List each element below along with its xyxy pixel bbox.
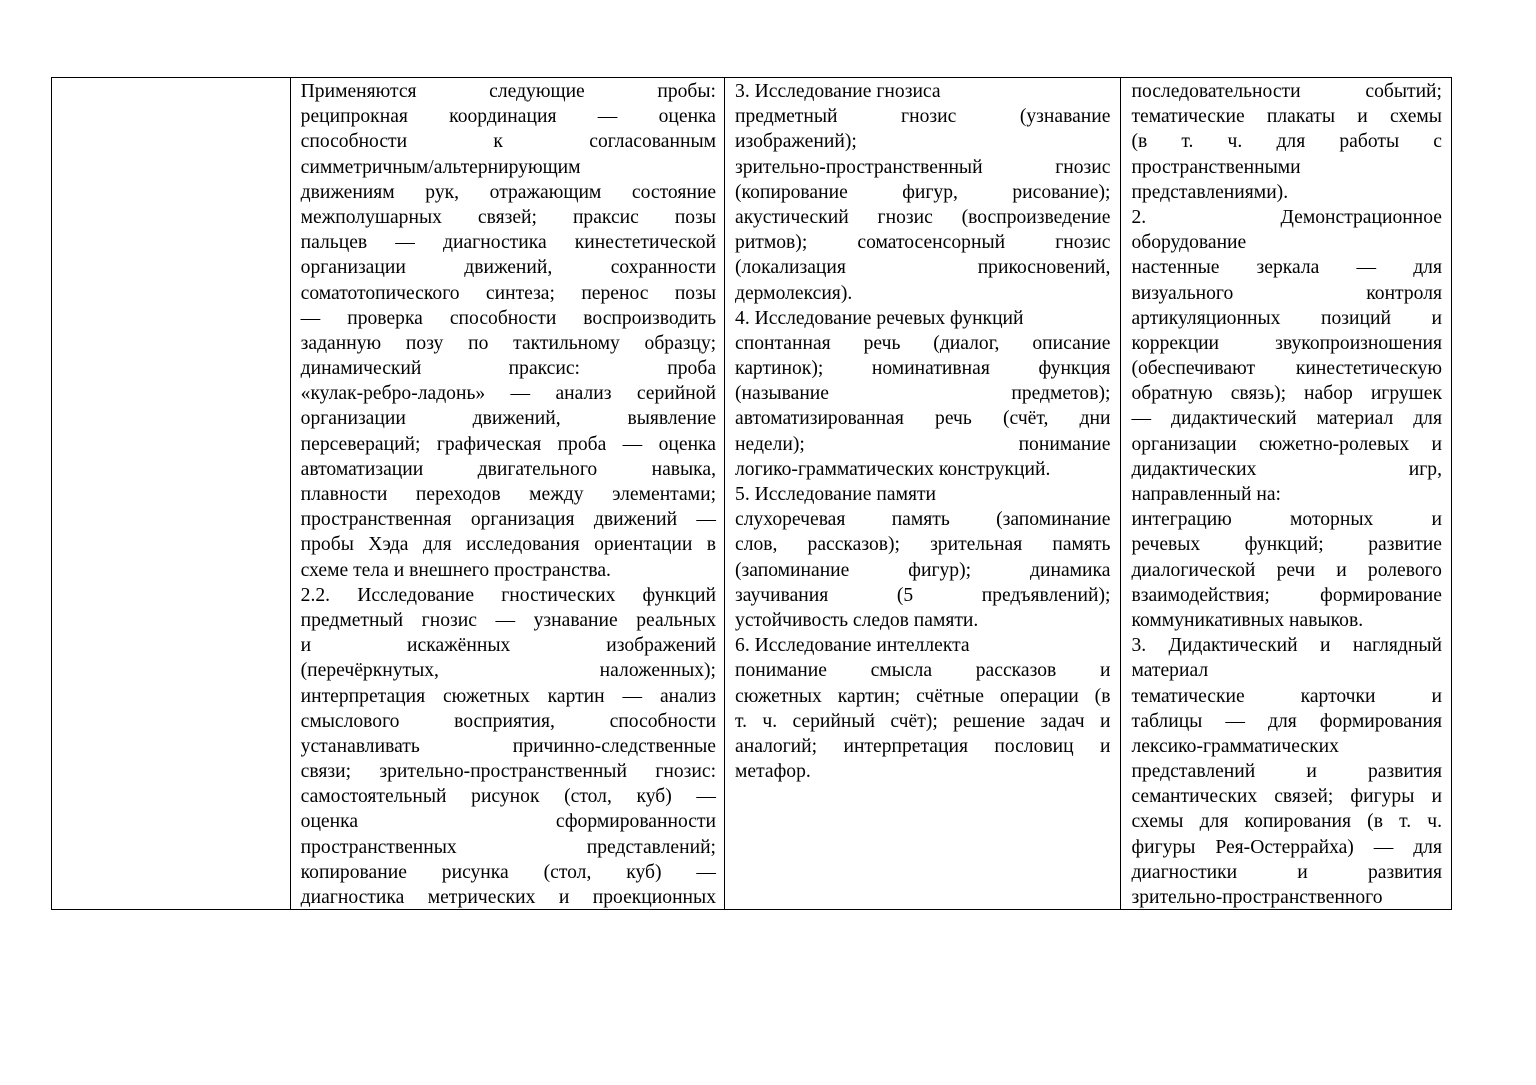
text-line: «кулак-ребро-ладонь» — анализ серийной bbox=[300, 383, 717, 405]
text-line: межполушарных связей; праксис позы bbox=[300, 206, 717, 228]
text-line: т. ч. серийный счёт); решение задач и bbox=[735, 710, 1111, 732]
text-line: заучивания (5 предъявлений); bbox=[735, 584, 1111, 606]
text-line: лексико-грамматических bbox=[1131, 735, 1339, 757]
text-line: пространственных представлений; bbox=[300, 836, 717, 858]
text-line: направленный на: bbox=[1131, 484, 1281, 505]
text-line: диагностики и развития bbox=[1131, 861, 1442, 883]
text-line: автоматизации двигательного навыка, bbox=[300, 458, 717, 480]
text-line: коммуникативных навыков. bbox=[1131, 609, 1364, 631]
text-line: спонтанная речь (диалог, описание bbox=[735, 332, 1111, 354]
text-line: понимание смысла рассказов и bbox=[735, 660, 1111, 682]
text-line: автоматизированная речь (счёт, дни bbox=[735, 408, 1111, 430]
text-line: диалогической речи и ролевого bbox=[1131, 559, 1442, 581]
text-line: речевых функций; развитие bbox=[1131, 534, 1442, 556]
text-line: самостоятельный рисунок (стол, куб) — bbox=[300, 786, 717, 808]
text-line: устанавливать причинно-следственные bbox=[300, 735, 717, 757]
text-line: тематические карточки и bbox=[1131, 685, 1442, 707]
text-line: пробы Хэда для исследования ориентации в bbox=[300, 534, 717, 556]
text-line: взаимодействия; формирование bbox=[1131, 584, 1442, 606]
text-line: предметный гнозис — узнавание реальных bbox=[300, 609, 717, 631]
text-line: последовательности событий; bbox=[1131, 81, 1442, 102]
text-line: 4. Исследование речевых функций bbox=[735, 307, 1024, 329]
text-line: представлениями). bbox=[1131, 181, 1289, 203]
text-line: соматотопического синтеза; перенос позы bbox=[300, 282, 717, 304]
text-line: (локализация прикосновений, bbox=[735, 257, 1111, 279]
text-line: (называние предметов); bbox=[735, 383, 1111, 405]
text-line: картинок); номинативная функция bbox=[735, 358, 1111, 380]
text-line: метафор. bbox=[735, 761, 811, 783]
table-cell-examination-sections bbox=[724, 78, 1120, 909]
text-line: 3. Исследование гнозиса bbox=[735, 81, 941, 102]
text-line: артикуляционных позиций и bbox=[1131, 307, 1442, 329]
text-line: интеграцию моторных и bbox=[1131, 509, 1442, 531]
text-line: 6. Исследование интеллекта bbox=[735, 635, 970, 657]
text-line: и искажённых изображений bbox=[300, 635, 717, 657]
text-line: схемы для копирования (в т. ч. bbox=[1131, 811, 1442, 833]
text-line: динамический праксис: проба bbox=[300, 358, 717, 380]
text-line: симметричным/альтернирующим bbox=[300, 156, 581, 178]
text-line: схеме тела и внешнего пространства. bbox=[300, 559, 611, 581]
text-line: недели); понимание bbox=[735, 433, 1111, 455]
text-line: дермолексия). bbox=[735, 282, 853, 304]
text-line: смыслового восприятия, способности bbox=[300, 710, 717, 732]
text-line: организации сюжетно-ролевых и bbox=[1131, 433, 1442, 455]
text-line: (запоминание фигур); динамика bbox=[735, 559, 1111, 581]
text-line: (перечёркнутых, наложенных); bbox=[300, 660, 717, 682]
text-line: диагностика метрических и проекционных bbox=[300, 887, 717, 908]
text-line: копирование рисунка (стол, куб) — bbox=[300, 861, 717, 883]
text-line: организации движений, выявление bbox=[300, 408, 717, 430]
text-line: логико-грамматических конструкций. bbox=[735, 458, 1051, 480]
text-line: фигуры Рея-Остеррайха) — для bbox=[1131, 836, 1442, 858]
table-cell-equipment bbox=[1120, 78, 1451, 909]
text-line: 3. Дидактический и наглядный bbox=[1131, 635, 1442, 657]
text-line: представлений и развития bbox=[1131, 761, 1442, 783]
text-line: визуального контроля bbox=[1131, 282, 1442, 304]
text-line: устойчивость следов памяти. bbox=[735, 609, 979, 631]
table-cell-praxis-gnosis-tests bbox=[290, 78, 724, 909]
text-line: 5. Исследование памяти bbox=[735, 484, 937, 505]
text-line: обратную связь); набор игрушек bbox=[1131, 383, 1442, 405]
text-line: — проверка способности воспроизводить bbox=[300, 307, 717, 329]
text-line: материал bbox=[1131, 660, 1209, 682]
text-line: зрительно-пространственный гнозис bbox=[735, 156, 1111, 178]
text-line: дидактических игр, bbox=[1131, 458, 1442, 480]
text-line: пространственная организация движений — bbox=[300, 509, 717, 531]
text-line: изображений); bbox=[735, 131, 857, 153]
text-line: интерпретация сюжетных картин — анализ bbox=[300, 685, 717, 707]
text-line: — дидактический материал для bbox=[1131, 408, 1442, 430]
text-line: реципрокная координация — оценка bbox=[300, 106, 717, 128]
text-line: способности к согласованным bbox=[300, 131, 717, 153]
text-line: оценка сформированности bbox=[300, 811, 717, 833]
text-line: слов, рассказов); зрительная память bbox=[735, 534, 1111, 556]
text-line: аналогий; интерпретация пословиц и bbox=[735, 735, 1111, 757]
text-line: Применяются следующие пробы: bbox=[300, 81, 717, 102]
text-line: семантических связей; фигуры и bbox=[1131, 786, 1442, 808]
text-line: 2. Демонстрационное bbox=[1131, 206, 1442, 228]
text-line: заданную позу по тактильному образцу; bbox=[300, 332, 717, 354]
text-line: (копирование фигур, рисование); bbox=[735, 181, 1111, 203]
text-line: 2.2. Исследование гностических функций bbox=[300, 584, 717, 606]
text-line: (в т. ч. для работы с bbox=[1131, 131, 1442, 153]
text-line: акустический гнозис (воспроизведение bbox=[735, 206, 1111, 228]
text-line: пространственными bbox=[1131, 156, 1301, 178]
text-line: персевераций; графическая проба — оценка bbox=[300, 433, 717, 455]
text-line: таблицы — для формирования bbox=[1131, 710, 1442, 732]
text-line: организации движений, сохранности bbox=[300, 257, 717, 279]
text-line: движениям рук, отражающим состояние bbox=[300, 181, 717, 203]
text-line: предметный гнозис (узнавание bbox=[735, 106, 1111, 128]
text-line: плавности переходов между элементами; bbox=[300, 484, 717, 505]
table-cell-empty bbox=[52, 78, 290, 909]
text-line: (обеспечивают кинестетическую bbox=[1131, 358, 1442, 380]
text-line: оборудование bbox=[1131, 232, 1247, 254]
text-line: слухоречевая память (запоминание bbox=[735, 509, 1111, 531]
text-line: настенные зеркала — для bbox=[1131, 257, 1442, 279]
text-line: ритмов); соматосенсорный гнозис bbox=[735, 232, 1111, 254]
text-line: тематические плакаты и схемы bbox=[1131, 106, 1442, 128]
text-line: пальцев — диагностика кинестетической bbox=[300, 232, 717, 254]
text-line: зрительно-пространственного bbox=[1131, 887, 1383, 908]
text-line: коррекции звукопроизношения bbox=[1131, 332, 1442, 354]
methods-table bbox=[51, 77, 1452, 910]
text-line: связи; зрительно-пространственный гнозис: bbox=[300, 761, 717, 783]
text-line: сюжетных картин; счётные операции (в bbox=[735, 685, 1111, 707]
